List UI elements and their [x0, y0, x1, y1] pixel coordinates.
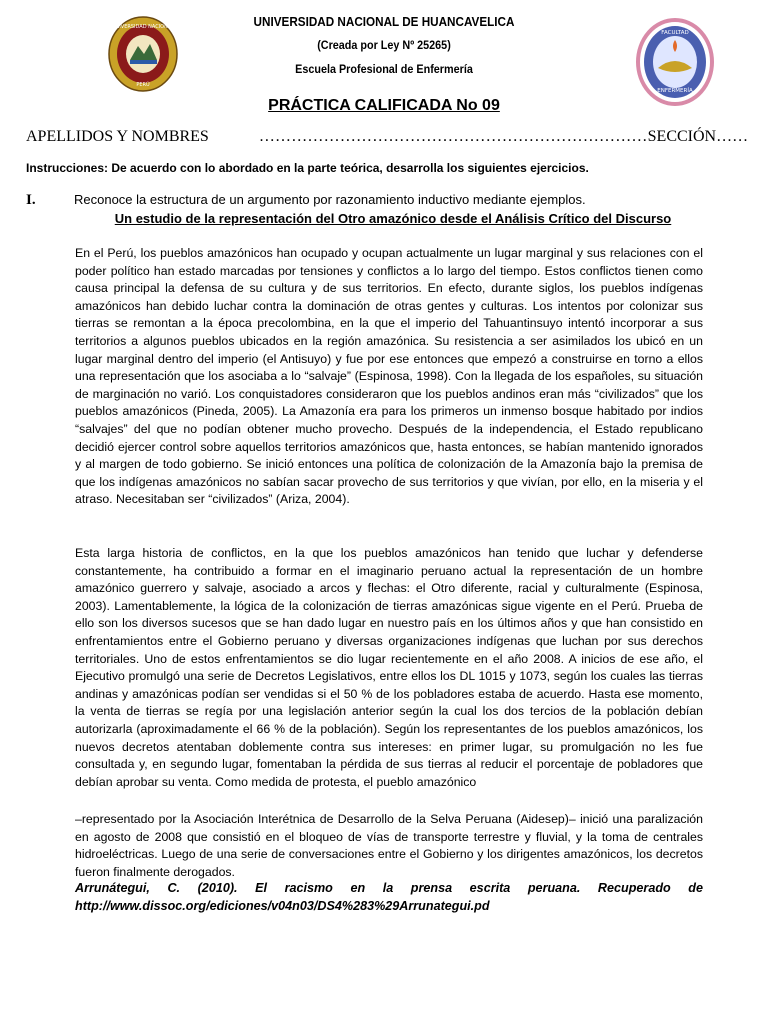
instructions: Instrucciones: De acuerdo con lo abordado en la parte teórica, desarrolla los siguientes ejercicios.: [26, 161, 589, 175]
school-name: Escuela Profesional de Enfermería: [295, 62, 473, 76]
section-label: SECCIÓN……: [647, 128, 749, 145]
exercise-number: I.: [26, 192, 36, 208]
paragraph-3: –representado por la Asociación Interétnica de Desarrollo de la Selva Peruana (Aidesep)– inició una paralización en agosto de 2008 que consistió en el bloqueo de vías de transporte terrestre y fluvial, y la toma de centrales hidroeléctricas. Luego de una serie de conversaciones entre el Gobierno y los dirigentes amazónicos, los decretos fueron finalmente derogados.: [75, 812, 703, 879]
seal-text-bottom: PERÚ: [136, 82, 150, 88]
names-section-line: [26, 128, 749, 146]
paragraph-2: Esta larga historia de conflictos, en la que los pueblos amazónicos han tenido que luchar y defenderse constantemente, ha contribuido a formar en el imaginario peruano actual la representación de un hombre amazónico guerrero y salvaje, asociado a arcos y flechas: el Otro diferente, racial y culturalmente (Espinosa, 2003). Lamentablemente, la lógica de la colonización de tierras amazónicas sigue vigente en el Perú. Prueba de ello son los diversos sucesos que se han dado lugar en nuestro país en los últimos años y que han consistido en enfrentamientos entre el Gobierno peruano y diversas organizaciones indígenas que luchan por sus derechos territoriales. Uno de estos enfrentamientos se dio lugar recientemente en el año 2008. A inicios de ese año, el Ejecutivo promulgó una serie de Decretos Legislativos, entre ellos los DL 1015 y 1073, según los cuales las tierras andinas y amazónicas podían ser vendidas si el 50 % de los pobladores estaba de acuerdo. Hasta ese momento, la venta de tierras se regía por una legislación anterior según la cual los dos tercios de la población debían autorizarla (aproximadamente el 66 % de la población). Según los representantes de los pueblos amazónicos, los nuevos decretos atentaban doblemente contra sus intereses: en primer lugar, su promulgación no les fue consultada y, en segundo lugar, fomentaban la pérdida de sus tierras al reducir el porcentaje de pobladores que debían aprobar su venta. Como medida de protesta, el pueblo amazónico: [75, 546, 703, 789]
page-title: PRÁCTICA CALIFICADA No 09: [268, 97, 500, 114]
citation: Arrunátegui, C. (2010). El racismo en la prensa escrita peruana. Recuperado de http://www.dissoc.org/ediciones/v04n03/DS4%283%29Arrunategui.pd: [75, 881, 703, 913]
university-name: UNIVERSIDAD NACIONAL DE HUANCAVELICA: [253, 14, 515, 29]
emblem-text-bottom: ENFERMERÍA: [657, 88, 693, 94]
names-label: APELLIDOS Y NOMBRES: [26, 128, 209, 145]
seal-text-top: UNIVERSIDAD NACIONAL: [111, 24, 175, 30]
emblem-text-top: FACULTAD: [661, 30, 689, 36]
paragraph-1: En el Perú, los pueblos amazónicos han ocupado y ocupan actualmente un lugar marginal y sus relaciones con el poder político han estado marcadas por tensiones y conflictos a lo largo del tiempo. Estos conflictos tienen como causa principal la defensa de su cultura y de sus territorios. En efecto, durante siglos, los pueblos indígenas amazónicos han debido luchar contra la dominación de otras gentes y culturas. Los intentos por colonizar sus tierras se remontan a la época precolombina, en la que el imperio del Tahuantinsuyo intentó incorporar a sus territorios a algunos pueblos ubicados en la región amazónica. Su resistencia a ser asimilados los ubicó en un lugar marginal dentro del imperio (el Antisuyo) y fue por ese entonces que empezó a construirse en torno a ellos una representación que los asociaba a lo “salvaje” (Espinosa, 1998). Con la llegada de los españoles, su situación de marginación no varió. Los conquistadores consideraron que los pueblos andinos eran más “civilizados” que los pueblos amazónicos (Pineda, 2005). La Amazonía era para los primeros un inmenso bosque habitado por indios “salvajes” del que no podían obtener mucho provecho. Después de la independencia, el Estado republicano decidió ejercer control sobre aquellos territorios amazónicos que, hasta entonces, se habían mantenido ignorados y al margen de todo gobierno. Se inició entonces una política de colonización de la Amazonía bajo la premisa de que los indígenas amazónicos no sabían sacar provecho de sus territorios y que vivían, por ello, en la miseria y el atraso. Necesitaban ser “civilizados” (Ariza, 2004).: [75, 246, 703, 507]
text-subtitle: Un estudio de la representación del Otro amazónico desde el Análisis Crítico del Discurso: [114, 211, 672, 226]
exercise-statement: Reconoce la estructura de un argumento por razonamiento inductivo mediante ejemplos.: [74, 192, 586, 207]
names-fill-dots: ………………………………………………………………: [258, 128, 648, 145]
creation-law: (Creada por Ley Nº 25265): [317, 38, 451, 52]
